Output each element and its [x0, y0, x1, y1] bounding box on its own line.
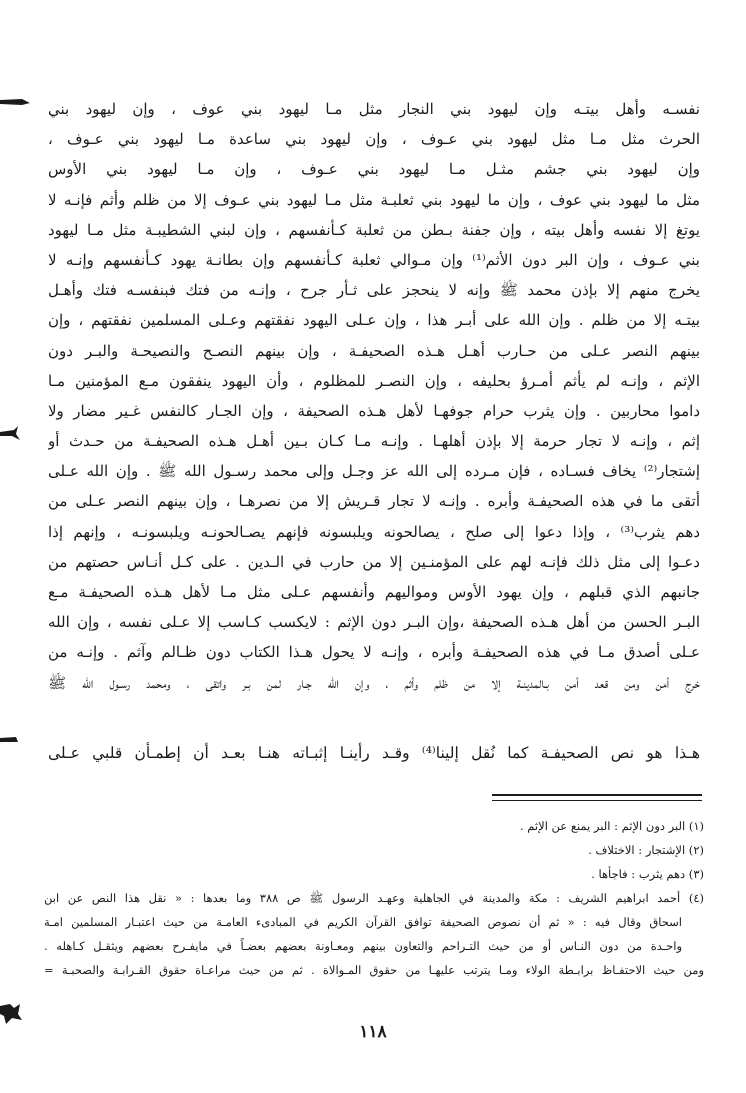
footnote-3: (٣) دهم يثرب : فاجأها .: [591, 867, 704, 881]
text-line: بيتـه إلا من ظلم . وإن الله على أبـر هذا ، وإن عـلى اليهود نفقتهم وعـلى المسلمين نفقتهم ، وإن: [48, 311, 700, 330]
footnote-2: (٢) الإشتجار : الاختلاف .: [588, 843, 704, 857]
text-line: يوتغ إلا نفسه وأهل بيته ، وإن جفنة بـطن من ثعلبة كـأنفسهم ، وإن لبني الشطيبـة مثل مـا ليهود: [48, 220, 700, 239]
margin-ink-mark-icon: [0, 732, 20, 748]
text-line: دهم يثرب⁽³⁾ ، وإذا دعوا إلى صلح ، يصالحونه ويلبسونه فإنهم يصـالحونـه ويلبسونـه ، وإنهم إذا: [48, 522, 700, 541]
text-line: الإثم ، وإنـه لم يأثم أمـرؤ بحليفه ، وإن النصـر للمظلوم ، وأن اليهود ينفقون مـع المؤمنين مـا: [48, 371, 700, 390]
margin-ink-mark-icon: [0, 424, 24, 444]
text-line: إثم ، وإنـه لا تجار حرمة إلا بإذن أهلهـا . وإنـه مـا كـان بـين أهـل هـذه الصحيفـة من حـدث أو: [48, 432, 700, 451]
footnotes: [44, 814, 704, 982]
text-line: جانبهم الذي قبلهم ، وإن يهود الأوس ومواليهم وأنفسهم عـلى مثل مـا لأهل هـذه الصحيفـة مـع: [48, 583, 700, 601]
footnote-4-continued: اسحاق وقال فيه : « ثم أن نصوص الصحيفة توافق القرآن الكريم في المبادىء العامـة من حيث اعتبـار المسلمين امـة: [44, 915, 682, 929]
page-number: ١١٨: [359, 1022, 387, 1042]
text-line: وإن ليهود بني جشم مثـل مـا ليهود بني عـوف ، وإن مـا ليهود بني الأوس: [48, 160, 700, 179]
footnote-separator: [492, 800, 702, 801]
main-text: [48, 94, 700, 698]
footnote-separator: [492, 794, 702, 796]
text-line: يخرج منهم إلا بإذن محمد ﷺ وإنه لا ينحجز على ثـأر جرح ، وإنـه من فتك فبنفسـه فتك وأهـل: [48, 281, 700, 300]
text-line: أتقى ما في هذه الصحيفـة وأبره . وإنـه لا تجار قـريش إلا من نصرهـا ، وإن بينهم النصر عـلى من: [48, 492, 700, 511]
footnote-1: (١) البر دون الإثم : البر يمنع عن الإثم .: [519, 819, 704, 833]
margin-ink-mark-icon: [0, 94, 34, 110]
footnote-4-continued: واحـدة من دون النـاس أو من حيث التـراحم والتعاون بينهم ومعـاونة بعضهم بعضـاً في مايفـرح بعضهم ويثقـل كـاهله .: [44, 939, 682, 953]
footnote-4-continued: ومن حيث الاحتفـاظ برابـطة الولاء ومـا يترتب عليهـا من حقوق المـوالاة . ثم من حيث مراعـاة حقوق القـرابـة والصحبـة =: [44, 963, 704, 977]
text-line: الحرث مثل مـا مثل ليهود بني عـوف ، وإن ليهود بني ساعدة مـا ليهود بني عـوف ،: [48, 130, 700, 149]
text-line: إشتجار⁽²⁾ يخاف فسـاده ، فإن مـرده إلى الله عز وجـل وإلى محمد رسـول الله ﷺ . وإن الله عـلى: [48, 462, 700, 481]
text-line: بينهم النصر عـلى من حـارب أهـل هـذه الصحيفـة ، وإن بينهم النصـح والنصيحـة والبـر دون: [48, 341, 700, 360]
text-line: البـر الحسن من أهل هـذه الصحيفة ،وإن البـر دون الإثم : لايكسب كـاسب إلا عـلى نفسه ، وإن الله: [48, 613, 700, 632]
text-line: مثل ما ليهود بني عوف ، وإن ما ليهود بني ثعلبـة مثل مـا ليهود بني عـوف إلا من ظلم وأثم فإنـه لا: [48, 190, 700, 209]
text-line: داموا محاربين . وإن يثرب حرام جوفهـا لأهل هـذه الصحيفة ، وإن الجـار كالنفس غـير مضار ولا: [48, 401, 700, 420]
text-line: دعـوا إلى مثل ذلك فإنـه لهم على المؤمنـين إلا من حارب في الـدين . على كـل أنـاس حصتهم من: [48, 552, 700, 571]
text-line: خرج أمن ومن قعد أمن بـالمدينـة إلا من ظلم وأثم ، وإن الله جـار لمن بـر واتقى ، ومحمد رسـول الله ﷺ: [48, 673, 700, 692]
footnote-4: (٤) أحمد ابراهيم الشريف : مكة والمدينة في الجاهلية وعهـد الرسول ﷺ ص ٣٨٨ وما بعدها : « نقل هذا النص عن ابن: [44, 891, 704, 905]
closing-line: هـذا هو نص الصحيفـة كما نُقل إلينا⁽⁴⁾ وقـد رأينـا إثبـاته هنـا بعـد أن إطمـأن قلبي عـلى: [48, 744, 700, 762]
text-line: نفسـه وأهل بيتـه وإن ليهود بني النجار مثل مـا ليهود بني عوف ، وإن ليهود بني: [48, 100, 700, 118]
text-line: بني عـوف ، وإن البر دون الأثم⁽¹⁾ وإن مـوالي ثعلبة كـأنفسهم وإن بطانـة يهود كـأنفسهم وإنـه لا: [48, 250, 700, 269]
text-line: عـلى أصدق مـا في هذه الصحيفـة وأبره ، وإنـه لا يحول هـذا الكتاب دون ظـالم وآثم . وإنـه من: [48, 643, 700, 662]
